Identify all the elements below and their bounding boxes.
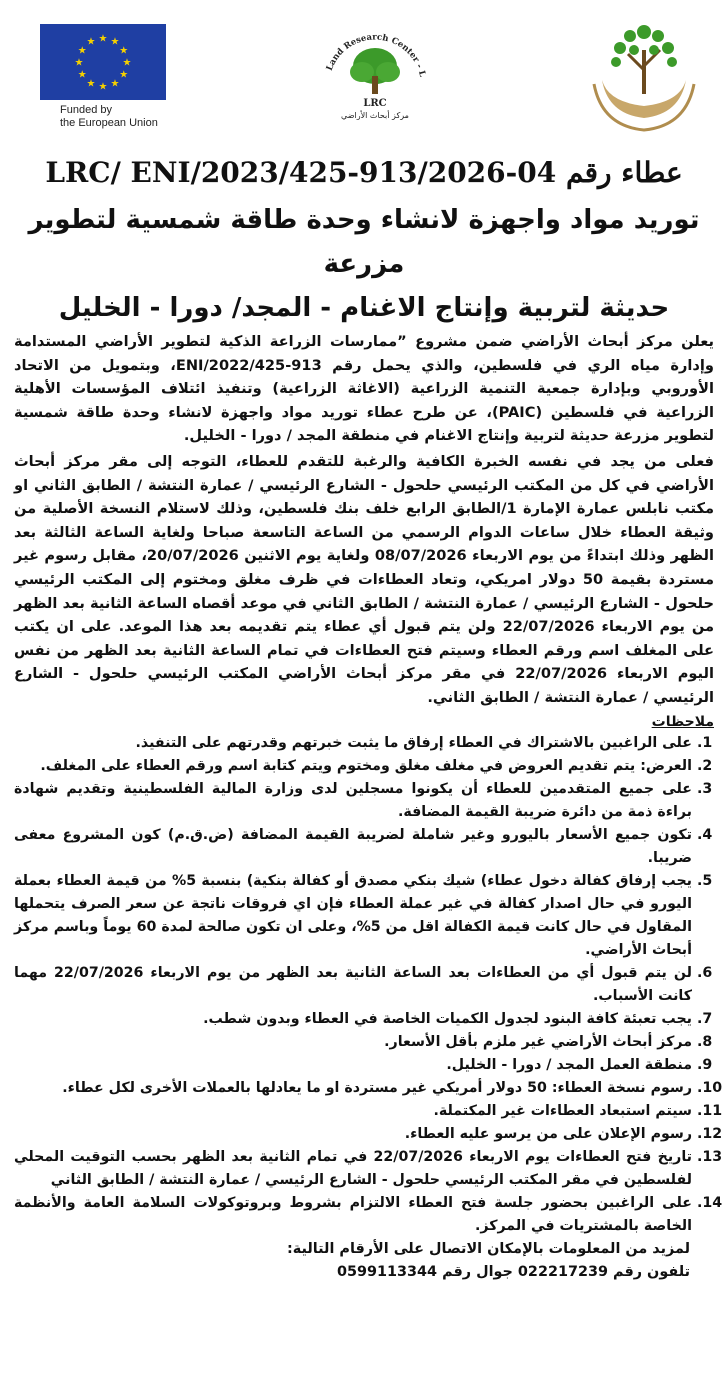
star-icon: ★	[77, 69, 87, 81]
note-item: 9. منطقة العمل المجد / دورا - الخليل.	[14, 1054, 692, 1077]
lrc-bottom-text: مركز أبحاث الأراضي	[341, 111, 409, 120]
star-icon: ★	[119, 45, 129, 57]
paic-hands-tree-icon	[588, 10, 700, 136]
contact-line-1: لمزيد من المعلومات بالإمكان الاتصال على الأرقام التالية:	[287, 1240, 690, 1257]
intro-paragraph-1: يعلن مركز أبحاث الأراضي ضمن مشروع ”ممارسات الزراعة الذكية لتطوير الأراضي المستدامة وإدارة مياه الري في فلسطين، والذي يحمل رقم ENI/2022/425-913، وبتمويل من الاتحاد الأوروبي وبإدارة جمعية التنمية الزراعية (الاغاثة الزراعية) وتنفيذ ائتلاف المؤسسات الأهلية الزراعية في فلسطين (PAIC)، عن طرح عطاء توريد مواد واجهزة لانشاء وحدة طاقة شمسية لتطوير مزرعة حديثة لتربية وإنتاج الاغنام في منطقة المجد / دورا - الخليل.	[14, 333, 714, 445]
note-item: 4. تكون جميع الأسعار باليورو وغير شاملة لضريبة القيمة المضافة (ض.ق.م) كون المشروع معفى ضريبا.	[14, 824, 692, 870]
star-icon: ★	[86, 36, 96, 48]
eu-logo	[40, 24, 170, 130]
star-icon: ★	[98, 81, 108, 93]
star-icon: ★	[110, 78, 120, 90]
star-icon: ★	[119, 69, 129, 81]
note-item: 12. رسوم الإعلان على من يرسو عليه العطاء.	[14, 1123, 692, 1146]
note-item: 7. يجب تعبئة كافة البنود لجدول الكميات الخاصة في العطاء وبدون شطب.	[14, 1008, 692, 1031]
note-item: 1. على الراغبين بالاشتراك في العطاء إرفاق ما يثبت خبرتهم وقدرتهم على التنفيذ.	[14, 732, 692, 755]
intro-paragraph-2: فعلى من يجد في نفسه الخبرة الكافية والرغبة للتقدم للعطاء، التوجه إلى مقر مركز أبحاث الأراضي في كل من المكتب الرئيسي حلحول - الشارع الرئيسي / عمارة النتشة / الطابق الثاني او مكتب نابلس عمارة الإمارة 1/الطابق الرابع خلف بنك فلسطين، وذلك لاستلام النسخة الأصلية من وثيقة العطاء خلال ساعات الدوام الرسمي من الساعة التاسعة صباحا ولغاية الساعة الثالثة بعد الظهر وذلك ابتداءً من يوم الاربعاء 08/07/2026 ولغاية يوم الاثنين 20/07/2026، مقابل رسوم غير مستردة بقيمة 50 دولار امريكي، وتعاد العطاءات في ظرف مغلق ومختوم إلى المكتب الرئيسي حلحول - الشارع الرئيسي / عمارة النتشة / الطابق الثاني في موعد أقصاه الساعة الثانية بعد الظهر من يوم الاربعاء 22/07/2026 ولن يتم قبول أي عطاء يتم تقديمه بعد هذا الموعد. على ان يكتب على المغلف اسم ورقم العطاء وسيتم فتح العطاءات في تمام الساعة الثانية بعد الظهر من نفس اليوم الاربعاء 22/07/2026 في مقر مركز أبحاث الأراضي المكتب الرئيسي حلحول - الشارع الرئيسي / عمارة النتشة / الطابق الثاني.	[14, 452, 714, 706]
note-item: 6. لن يتم قبول أي من العطاءات بعد الساعة الثانية بعد الظهر من يوم الاربعاء 22/07/2026 مهما كانت الأسباب.	[14, 962, 692, 1008]
note-item: 3. على جميع المتقدمين للعطاء أن يكونوا مسجلين لدى وزارة المالية الفلسطينية وتقديم شهادة براءة ذمة من دائرة ضريبة القيمة المضافة.	[14, 778, 692, 824]
intro-section	[14, 330, 714, 710]
star-icon: ★	[86, 78, 96, 90]
paic-logo	[588, 10, 700, 136]
lrc-tree-icon	[312, 14, 438, 120]
lrc-arc-text: Land Research Center - L	[324, 32, 428, 78]
eu-stars-icon	[40, 24, 166, 100]
notes-heading: ملاحظات	[651, 713, 714, 730]
lrc-logo	[312, 14, 438, 120]
eu-caption-line2: the European Union	[60, 117, 158, 129]
lrc-center-text: LRC	[363, 98, 387, 109]
note-item: 11. سيتم استبعاد العطاءات غير المكتملة.	[14, 1100, 692, 1123]
logo-bar	[14, 0, 714, 150]
star-icon: ★	[77, 45, 87, 57]
contact-section	[14, 1238, 714, 1284]
tender-title-line2: حديثة لتربية وإنتاج الاغنام - المجد/ دورا - الخليل	[58, 293, 670, 323]
document-body	[14, 154, 714, 1284]
note-item: 14. على الراغبين بحضور جلسة فتح العطاء الالتزام بشروط وبروتوكولات السلامة العامة والأنظمة الخاصة بالمشتريات في المركز.	[14, 1192, 692, 1238]
tender-reference: عطاء رقم LRC/ ENI/2023/425-913/2026-04	[45, 156, 683, 189]
note-item: 13. تاريخ فتح العطاءات يوم الاربعاء 22/07/2026 في تمام الثانية بعد الظهر بحسب التوقيت المحلي لفلسطين في مقر المكتب الرئيسي حلحول - الشارع الرئيسي / عمارة النتشة / الطابق الثاني	[14, 1146, 692, 1192]
eu-caption-line1: Funded by	[60, 104, 112, 116]
contact-phones: تلفون رقم 022217239 جوال رقم 0599113344	[336, 1263, 690, 1280]
star-icon: ★	[110, 36, 120, 48]
notes-list	[14, 732, 714, 1238]
star-icon: ★	[74, 57, 84, 69]
eu-flag-icon	[40, 24, 166, 100]
note-item: 5. يجب إرفاق كفالة دخول عطاء) شيك بنكي مصدق أو كفالة بنكية) بنسبة 5% من قيمة العطاء بعملة اليورو في حال اصدار كفالة في غير عملة العطاء فإن اي فروقات ناتجة عن سعر الصرف يتحملها المقاول في حال كانت قيمة الكفالة اقل من 5%، وعلى ان تكون صالحة لمدة 60 يوماً وباسم مركز أبحاث الأراضي.	[14, 870, 692, 962]
star-icon: ★	[122, 57, 132, 69]
note-item: 8. مركز أبحاث الأراضي غير ملزم بأقل الأسعار.	[14, 1031, 692, 1054]
note-item: 10. رسوم نسخة العطاء: 50 دولار أمريكي غير مستردة او ما يعادلها بالعملات الأخرى لكل عطاء.	[14, 1077, 692, 1100]
tender-title-line1: توريد مواد واجهزة لانشاء وحدة طاقة شمسية لتطوير مزرعة	[28, 205, 700, 279]
star-icon: ★	[98, 33, 108, 45]
note-item: 2. العرض: يتم تقديم العروض في مغلف مغلق ومختوم ويتم كتابة اسم ورقم العطاء على المغلف.	[14, 755, 692, 778]
eu-caption	[40, 104, 170, 130]
